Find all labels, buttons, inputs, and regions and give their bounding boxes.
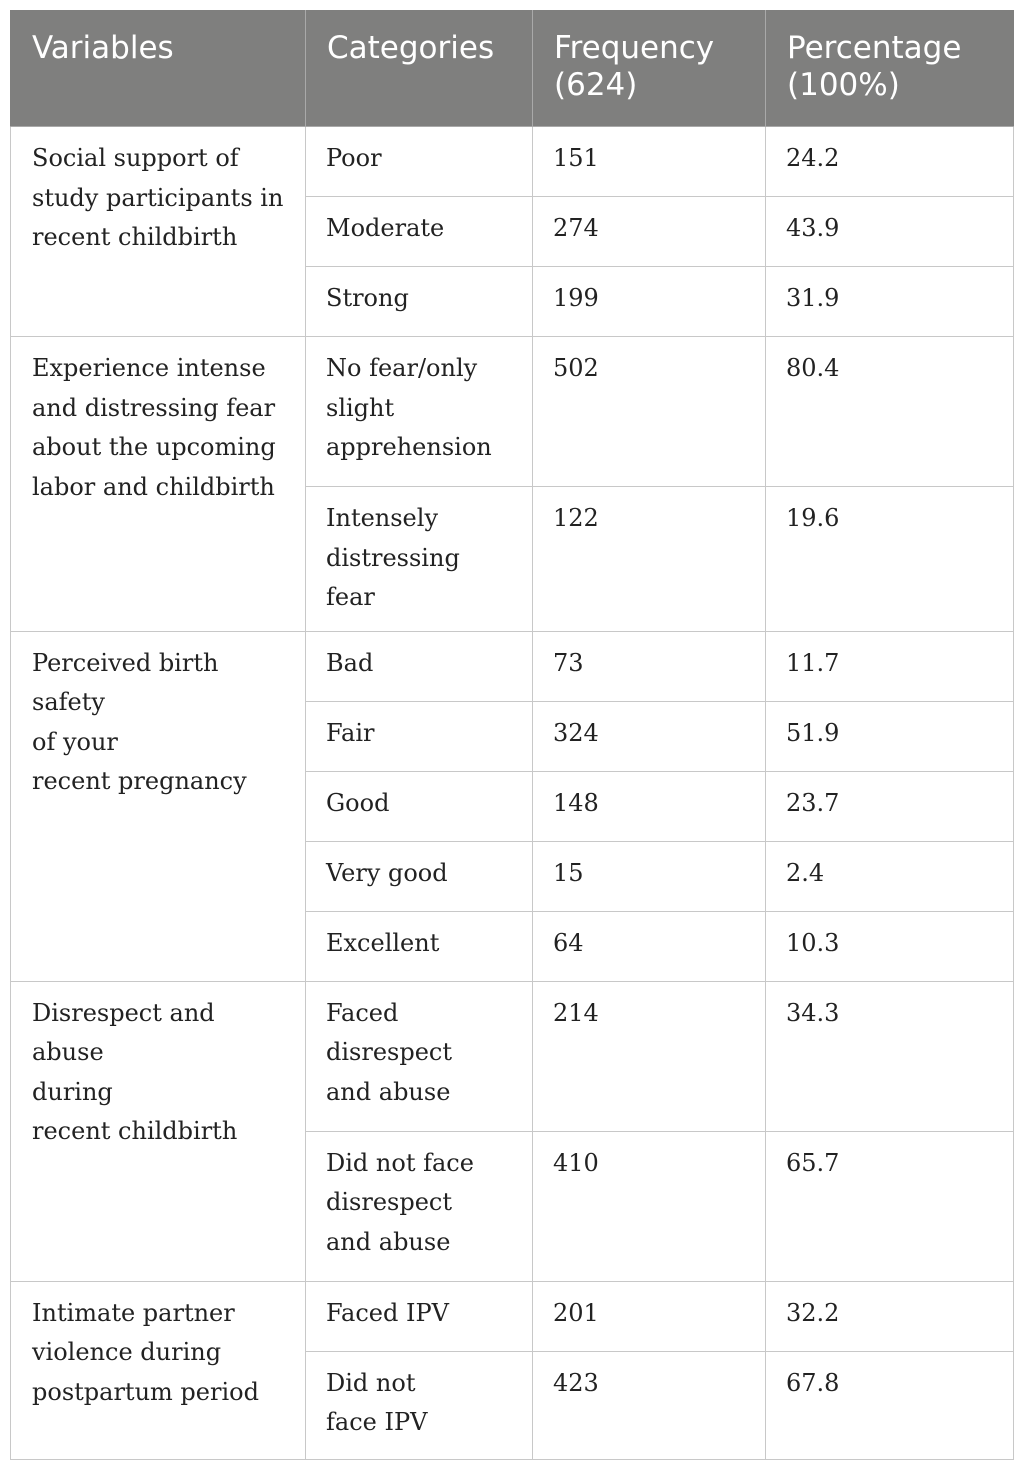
table-header xyxy=(11,11,1014,127)
frequency-cell: 201 xyxy=(533,1281,766,1351)
variable-text: Intimate partner xyxy=(32,1298,235,1327)
percentage-cell: 34.3 xyxy=(766,981,1014,1131)
category-cell xyxy=(306,631,533,701)
variable-text: recent pregnancy xyxy=(32,767,247,795)
variable-text: labor and childbirth xyxy=(32,472,275,501)
category-text: Poor xyxy=(326,144,382,172)
header-percentage: Percentage (100%) xyxy=(766,11,1014,127)
variable-text: of your xyxy=(32,727,118,756)
percentage-cell: 67.8 xyxy=(766,1351,1014,1459)
category-cell xyxy=(306,197,533,267)
frequency-cell: 73 xyxy=(533,631,766,701)
category-text: slight xyxy=(326,393,395,422)
category-text: disrespect xyxy=(326,1188,452,1216)
variable-text: and distressing fear xyxy=(32,393,276,422)
category-cell xyxy=(306,701,533,771)
percentage-cell: 80.4 xyxy=(766,337,1014,487)
variable-cell xyxy=(11,631,306,981)
frequency-cell: 151 xyxy=(533,127,766,197)
percentage-cell: 10.3 xyxy=(766,911,1014,981)
variable-text: recent childbirth xyxy=(32,223,238,251)
frequency-cell: 148 xyxy=(533,771,766,841)
category-cell xyxy=(306,267,533,337)
frequency-cell: 64 xyxy=(533,911,766,981)
category-cell xyxy=(306,1351,533,1459)
variable-text: recent childbirth xyxy=(32,1117,238,1145)
variable-text: study participants in xyxy=(32,183,284,212)
variable-text: violence during xyxy=(32,1338,222,1366)
category-cell xyxy=(306,841,533,911)
table-row xyxy=(11,1281,1014,1351)
frequency-cell: 199 xyxy=(533,267,766,337)
frequency-cell: 15 xyxy=(533,841,766,911)
category-cell xyxy=(306,1131,533,1281)
percentage-cell: 23.7 xyxy=(766,771,1014,841)
category-text: Faced IPV xyxy=(326,1298,449,1327)
category-text: Did not xyxy=(326,1368,416,1397)
percentage-cell: 31.9 xyxy=(766,267,1014,337)
percentage-cell: 32.2 xyxy=(766,1281,1014,1351)
category-cell xyxy=(306,487,533,632)
variable-text: about the upcoming xyxy=(32,433,276,461)
percentage-cell: 24.2 xyxy=(766,127,1014,197)
table-row xyxy=(11,631,1014,701)
category-text: Good xyxy=(326,788,390,817)
data-table xyxy=(10,10,1014,1460)
category-text: Did not face xyxy=(326,1148,474,1177)
header-variables: Variables xyxy=(11,11,306,127)
frequency-cell: 214 xyxy=(533,981,766,1131)
category-text: apprehension xyxy=(326,433,492,461)
percentage-cell: 2.4 xyxy=(766,841,1014,911)
category-text: Fair xyxy=(326,718,375,747)
category-text: and abuse xyxy=(326,1077,451,1106)
percentage-cell: 43.9 xyxy=(766,197,1014,267)
category-text: Bad xyxy=(326,648,374,677)
frequency-cell: 502 xyxy=(533,337,766,487)
percentage-cell: 65.7 xyxy=(766,1131,1014,1281)
variable-cell xyxy=(11,337,306,632)
frequency-cell: 324 xyxy=(533,701,766,771)
category-text: Very good xyxy=(326,858,448,887)
category-text: distressing fear xyxy=(326,543,460,611)
header-categories: Categories xyxy=(306,11,533,127)
variable-cell xyxy=(11,1281,306,1459)
category-text: No fear/only xyxy=(326,354,478,382)
category-cell xyxy=(306,127,533,197)
table-row xyxy=(11,981,1014,1131)
variable-text: postpartum period xyxy=(32,1377,259,1406)
variable-cell xyxy=(11,127,306,337)
category-cell xyxy=(306,911,533,981)
frequency-cell: 274 xyxy=(533,197,766,267)
variable-text: Disrespect and abuse xyxy=(32,998,215,1066)
category-text: Faced xyxy=(326,998,399,1027)
percentage-cell: 11.7 xyxy=(766,631,1014,701)
category-cell xyxy=(306,981,533,1131)
header-frequency: Frequency (624) xyxy=(533,11,766,127)
category-text: Excellent xyxy=(326,928,440,957)
category-cell xyxy=(306,337,533,487)
variable-text: Perceived birth safety xyxy=(32,648,219,716)
category-cell xyxy=(306,771,533,841)
frequency-cell: 122 xyxy=(533,487,766,632)
category-text: disrespect xyxy=(326,1038,452,1066)
variable-cell xyxy=(11,981,306,1281)
percentage-cell: 51.9 xyxy=(766,701,1014,771)
category-text: Strong xyxy=(326,284,409,312)
variable-text: Social support of xyxy=(32,144,239,172)
frequency-cell: 423 xyxy=(533,1351,766,1459)
category-text: and abuse xyxy=(326,1227,451,1256)
percentage-cell: 19.6 xyxy=(766,487,1014,632)
frequency-cell: 410 xyxy=(533,1131,766,1281)
category-text: face IPV xyxy=(326,1408,428,1436)
header-row xyxy=(11,11,1014,127)
variable-text: during xyxy=(32,1077,113,1106)
table-row xyxy=(11,337,1014,487)
table-body xyxy=(11,127,1014,1460)
category-text: Moderate xyxy=(326,214,445,242)
category-cell xyxy=(306,1281,533,1351)
variable-text: Experience intense xyxy=(32,354,266,382)
category-text: Intensely xyxy=(326,504,438,532)
table-row xyxy=(11,127,1014,197)
